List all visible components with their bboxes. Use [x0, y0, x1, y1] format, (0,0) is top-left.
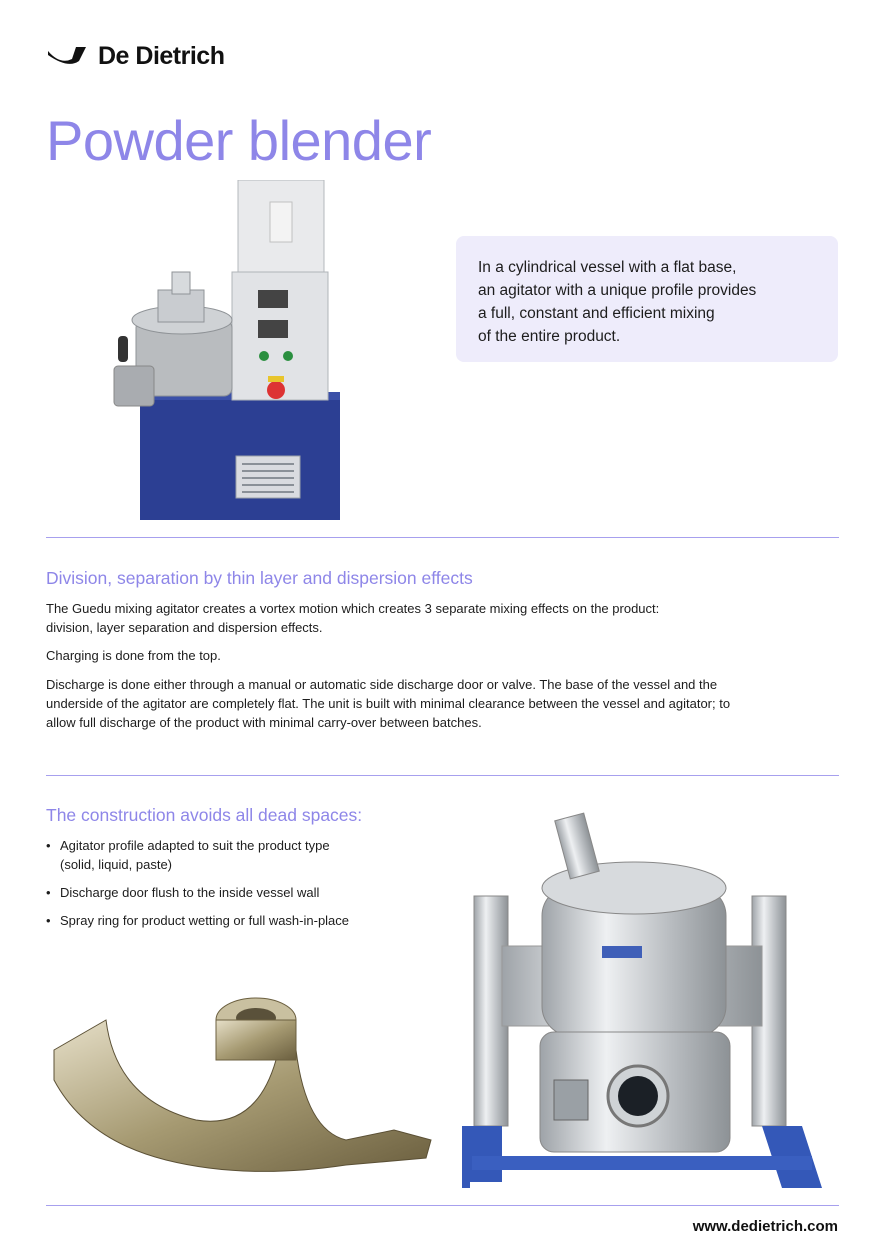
paragraph-line: allow full discharge of the product with minimal carry-over between batches.	[46, 715, 482, 730]
section-title-division: Division, separation by thin layer and dispersion effects	[46, 568, 473, 588]
bullet-text: Agitator profile adapted to suit the product type	[60, 838, 330, 853]
paragraph-line: underside of the agitator are completely flat. The unit is built with minimal clearance between the vessel and agitator; to	[46, 696, 731, 711]
paragraph-line: The Guedu mixing agitator creates a vortex motion which creates 3 separate mixing effects on the product:	[46, 601, 660, 616]
divider	[46, 775, 839, 776]
bullet-dot: •	[46, 913, 51, 928]
paragraph-line: division, layer separation and dispersion effects.	[46, 620, 323, 635]
paragraph-vortex	[46, 599, 846, 637]
bullet-item	[46, 836, 330, 874]
divider	[46, 1205, 839, 1206]
paragraph-charging: Charging is done from the top.	[46, 648, 221, 663]
bullet-dot: •	[46, 885, 51, 900]
intro-box	[456, 236, 838, 362]
bullet-text: Spray ring for product wetting or full wash-in-place	[60, 913, 350, 928]
intro-line: a full, constant and efficient mixing	[478, 305, 715, 322]
intro-line: In a cylindrical vessel with a flat base,	[478, 259, 737, 276]
section-title-construction: The construction avoids all dead spaces:	[46, 805, 363, 825]
brand-name: De Dietrich	[98, 41, 225, 70]
agitator-image	[46, 990, 436, 1180]
blender-machine-image	[108, 180, 344, 522]
brand-mark-icon	[46, 45, 90, 67]
intro-line: an agitator with a unique profile provides	[478, 282, 757, 299]
bullet-dot: •	[46, 838, 51, 853]
paragraph-discharge	[46, 675, 846, 732]
page-title: Powder blender	[46, 109, 432, 172]
bullet-text: (solid, liquid, paste)	[60, 857, 172, 872]
stainless-blender-image	[462, 796, 832, 1188]
brand-logo	[46, 40, 224, 72]
paragraph-line: Discharge is done either through a manual or automatic side discharge door or valve. The base of the vessel and the	[46, 677, 718, 692]
website-link[interactable]: www.dedietrich.com	[692, 1218, 838, 1235]
divider	[46, 537, 839, 538]
bullet-item	[46, 911, 349, 930]
bullet-text: Discharge door flush to the inside vessel wall	[60, 885, 320, 900]
intro-line: of the entire product.	[478, 328, 621, 345]
bullet-item	[46, 883, 319, 902]
